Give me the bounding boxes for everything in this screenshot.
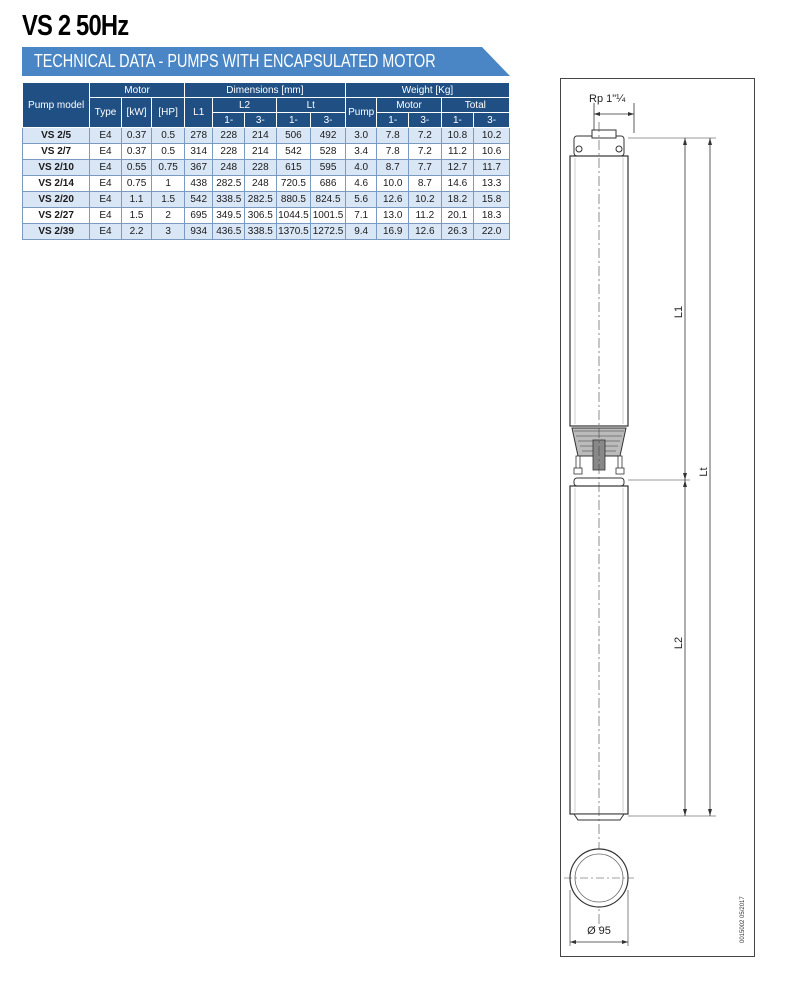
- table-cell: 3.4: [345, 144, 377, 160]
- l1-label: L1: [673, 305, 685, 319]
- table-cell: 228: [245, 160, 277, 176]
- table-cell: 7.8: [377, 128, 409, 144]
- table-cell: 436.5: [213, 224, 245, 240]
- table-cell: 11.2: [409, 208, 442, 224]
- table-cell: 7.2: [409, 144, 442, 160]
- table-cell: 542: [276, 144, 311, 160]
- table-cell: 20.1: [441, 208, 474, 224]
- table-cell: 542: [184, 192, 213, 208]
- header-motor-weight-three-phase: 3-: [409, 113, 442, 128]
- table-cell: 934: [184, 224, 213, 240]
- table-cell: 595: [311, 160, 346, 176]
- table-cell: 10.6: [474, 144, 510, 160]
- table-cell: 10.8: [441, 128, 474, 144]
- table-cell: 1272.5: [311, 224, 346, 240]
- table-cell: 615: [276, 160, 311, 176]
- header-kw: [kW]: [121, 98, 152, 128]
- technical-data-table: [22, 82, 510, 240]
- table-cell: 214: [245, 128, 277, 144]
- table-cell: 18.2: [441, 192, 474, 208]
- table-cell: E4: [90, 192, 122, 208]
- table-cell: 12.6: [409, 224, 442, 240]
- table-cell: E4: [90, 208, 122, 224]
- table-cell: 10.0: [377, 176, 409, 192]
- table-cell: 3: [152, 224, 185, 240]
- table-cell: 367: [184, 160, 213, 176]
- table-cell: 0.5: [152, 128, 185, 144]
- table-cell: 438: [184, 176, 213, 192]
- header-pump-weight: Pump: [345, 98, 377, 128]
- table-row: [23, 144, 510, 160]
- outlet-arrow-left: [594, 112, 600, 116]
- table-cell: 7.8: [377, 144, 409, 160]
- table-cell: 12.6: [377, 192, 409, 208]
- table-cell: 1044.5: [276, 208, 311, 224]
- header-motor-weight-single-phase: 1-: [377, 113, 409, 128]
- table-cell: 10.2: [409, 192, 442, 208]
- table-cell: 248: [213, 160, 245, 176]
- table-cell: 1: [152, 176, 185, 192]
- table-cell: 7.2: [409, 128, 442, 144]
- table-cell: 0.75: [121, 176, 152, 192]
- table-cell: E4: [90, 144, 122, 160]
- table-cell: 214: [245, 144, 277, 160]
- table-cell: 1.1: [121, 192, 152, 208]
- table-cell: 13.3: [474, 176, 510, 192]
- header-type: Type: [90, 98, 122, 128]
- lt-label: Lt: [698, 467, 710, 477]
- header-dimensions: Dimensions [mm]: [184, 83, 345, 98]
- table-cell: E4: [90, 128, 122, 144]
- table-cell: 1370.5: [276, 224, 311, 240]
- header-l2-single-phase: 1-: [213, 113, 245, 128]
- table-cell: 306.5: [245, 208, 277, 224]
- table-cell: 1001.5: [311, 208, 346, 224]
- table-cell: 2: [152, 208, 185, 224]
- header-hp: [HP]: [152, 98, 185, 128]
- header-weight: Weight [Kg]: [345, 83, 509, 98]
- table-cell: 9.4: [345, 224, 377, 240]
- table-cell: 0.37: [121, 128, 152, 144]
- table-cell: 506: [276, 128, 311, 144]
- table-cell: E4: [90, 176, 122, 192]
- table-cell: 26.3: [441, 224, 474, 240]
- page-title: VS 2 50Hz: [22, 10, 129, 42]
- table-cell: E4: [90, 160, 122, 176]
- table-cell: 1.5: [121, 208, 152, 224]
- table-cell: 338.5: [245, 224, 277, 240]
- table-cell: 1.5: [152, 192, 185, 208]
- header-l2-three-phase: 3-: [245, 113, 277, 128]
- table-row: [23, 128, 510, 144]
- table-cell: 16.9: [377, 224, 409, 240]
- pump-model-cell: VS 2/10: [23, 160, 90, 176]
- table-row: [23, 160, 510, 176]
- header-pump-model: Pump model: [23, 83, 90, 128]
- table-cell: 880.5: [276, 192, 311, 208]
- table-row: [23, 208, 510, 224]
- l2-label: L2: [673, 636, 685, 650]
- table-cell: 228: [213, 128, 245, 144]
- table-row: [23, 224, 510, 240]
- table-cell: 3.0: [345, 128, 377, 144]
- table-cell: 2.2: [121, 224, 152, 240]
- table-cell: 248: [245, 176, 277, 192]
- table-cell: 8.7: [409, 176, 442, 192]
- table-cell: 15.8: [474, 192, 510, 208]
- header-motor-weight: Motor: [377, 98, 441, 113]
- table-cell: 282.5: [213, 176, 245, 192]
- table-cell: 11.7: [474, 160, 510, 176]
- table-cell: 349.5: [213, 208, 245, 224]
- table-cell: 10.2: [474, 128, 510, 144]
- table-row: [23, 192, 510, 208]
- pump-model-cell: VS 2/7: [23, 144, 90, 160]
- table-cell: 824.5: [311, 192, 346, 208]
- outlet-label: Rp 1"¼: [589, 93, 626, 105]
- table-cell: 7.7: [409, 160, 442, 176]
- table-cell: 12.7: [441, 160, 474, 176]
- table-cell: 7.1: [345, 208, 377, 224]
- table-cell: 695: [184, 208, 213, 224]
- pump-model-cell: VS 2/39: [23, 224, 90, 240]
- pump-model-cell: VS 2/27: [23, 208, 90, 224]
- drawing-code: 0015002 05/2017: [740, 896, 746, 943]
- header-l1: L1: [184, 98, 213, 128]
- table-cell: 14.6: [441, 176, 474, 192]
- pump-model-cell: VS 2/5: [23, 128, 90, 144]
- section-banner: [22, 47, 510, 76]
- table-body: [23, 128, 510, 240]
- table-cell: 4.0: [345, 160, 377, 176]
- banner-title: TECHNICAL DATA - PUMPS WITH ENCAPSULATED MOTOR: [34, 51, 436, 71]
- table-cell: 5.6: [345, 192, 377, 208]
- table-cell: 228: [213, 144, 245, 160]
- table-cell: 720.5: [276, 176, 311, 192]
- pump-model-cell: VS 2/14: [23, 176, 90, 192]
- table-cell: 13.0: [377, 208, 409, 224]
- table-cell: 11.2: [441, 144, 474, 160]
- header-motor: Motor: [90, 83, 185, 98]
- table-cell: 686: [311, 176, 346, 192]
- table-cell: 0.75: [152, 160, 185, 176]
- header-lt-single-phase: 1-: [276, 113, 311, 128]
- table-cell: 8.7: [377, 160, 409, 176]
- table-cell: 18.3: [474, 208, 510, 224]
- cross-section-view: [564, 849, 634, 907]
- pump-drawing: [560, 78, 755, 957]
- table-cell: 0.55: [121, 160, 152, 176]
- header-lt: Lt: [276, 98, 345, 113]
- outlet-arrow-right: [628, 112, 634, 116]
- header-total-weight-three-phase: 3-: [474, 113, 510, 128]
- table-cell: 22.0: [474, 224, 510, 240]
- table-cell: 338.5: [213, 192, 245, 208]
- pump-model-cell: VS 2/20: [23, 192, 90, 208]
- header-total-weight: Total: [441, 98, 509, 113]
- table-cell: 4.6: [345, 176, 377, 192]
- table-cell: E4: [90, 224, 122, 240]
- table-cell: 314: [184, 144, 213, 160]
- table-cell: 0.5: [152, 144, 185, 160]
- header-lt-three-phase: 3-: [311, 113, 346, 128]
- table-cell: 492: [311, 128, 346, 144]
- header-l2: L2: [213, 98, 276, 113]
- table-cell: 282.5: [245, 192, 277, 208]
- table-cell: 528: [311, 144, 346, 160]
- header-total-weight-single-phase: 1-: [441, 113, 474, 128]
- table-cell: 278: [184, 128, 213, 144]
- table-cell: 0.37: [121, 144, 152, 160]
- table-row: [23, 176, 510, 192]
- diameter-label: Ø 95: [587, 925, 611, 937]
